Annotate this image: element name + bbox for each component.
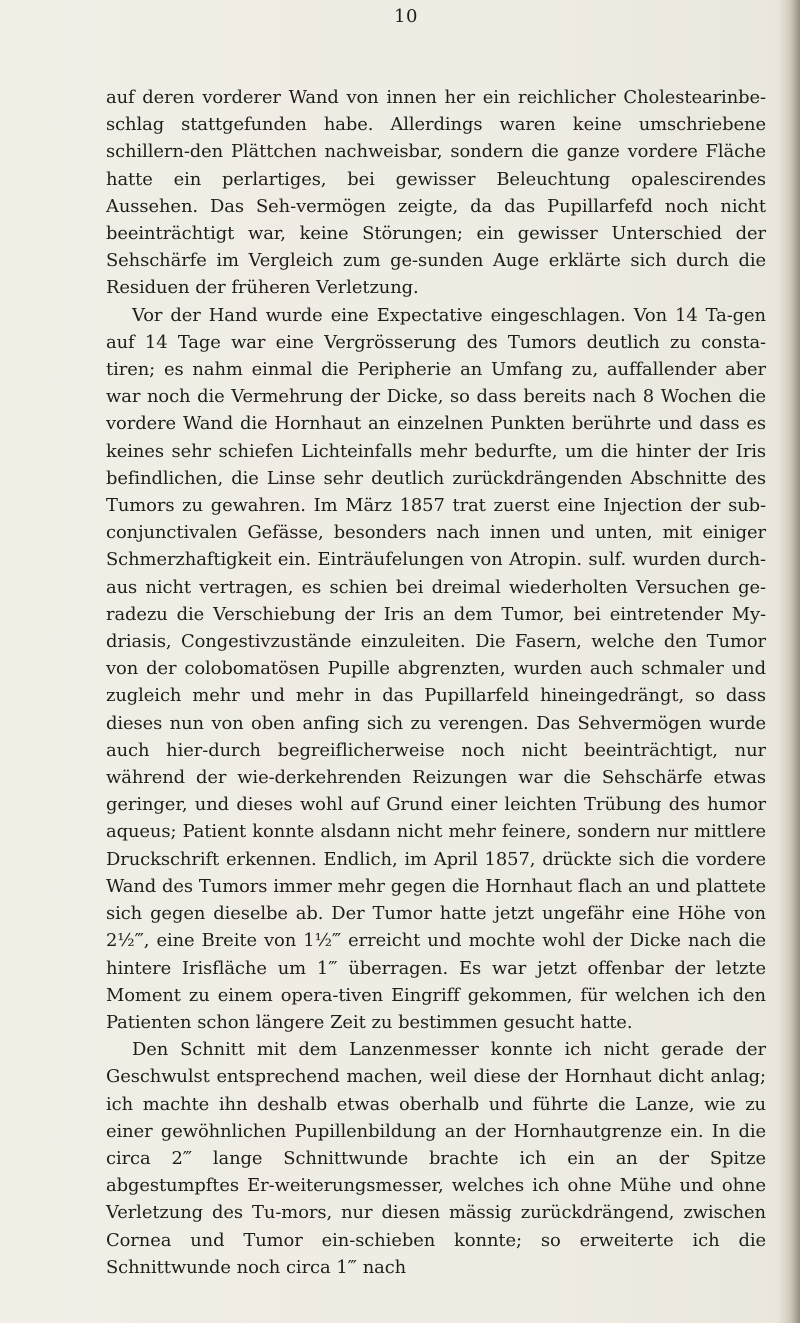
page-edge-shadow xyxy=(778,0,800,1323)
paragraph-1: auf deren vorderer Wand von innen her ein reichlicher Cholestearinbe-schlag stattgefunden habe. Allerdings waren keine umschriebene schillern-den Plättchen nachweisbar, sondern die ganze vordere Fläche hatte ein perlartiges, bei gewisser Beleuchtung opalescirendes Aussehen. Das Seh-vermögen zeigte, da das Pupillarfefd noch nicht beeinträchtigt war, keine Störungen; ein gewisser Unterschied der Sehschärfe im Vergleich zum ge-sunden Auge erklärte sich durch die Residuen der früheren Verletzung. xyxy=(106,87,766,299)
paragraph-2: Vor der Hand wurde eine Expectative eingeschlagen. Von 14 Ta-gen auf 14 Tage war eine Vergrösserung des Tumors deutlich zu consta-tiren; es nahm einmal die Peripherie an Umfang zu, auffallender aber war noch die Vermehrung der Dicke, so dass bereits nach 8 Wochen die vordere Wand die Hornhaut an einzelnen Punkten berührte und dass es keines sehr schiefen Lichteinfalls mehr bedurfte, um die hinter der Iris befindlichen, die Linse sehr deutlich zurückdrängenden Abschnitte des Tumors zu gewahren. Im März 1857 trat zuerst eine Injection der sub-conjunctivalen Gefässe, besonders nach innen und unten, mit einiger Schmerzhaftigkeit ein. Einträufelungen von Atropin. sulf. wurden durch-aus nicht vertragen, es schien bei dreimal wiederholten Versuchen ge-radezu die Verschiebung der Iris an dem Tumor, bei eintretender My-driasis, Congestivzustände einzuleiten. Die Fasern, welche den Tumor von der colobomatösen Pupille abgrenzten, wurden auch schmaler und zugleich mehr und mehr in das Pupillarfeld hineingedrängt, so dass dieses nun von oben anfing sich zu verengen. Das Sehvermögen wurde auch hier-durch begreiflicherweise noch nicht beeinträchtigt, nur während der wie-derkehrenden Reizungen war die Sehschärfe etwas geringer, und dieses wohl auf Grund einer leichten Trübung des humor aqueus; Patient konnte alsdann nicht mehr feinere, sondern nur mittlere Druckschrift erkennen. Endlich, im April 1857, drückte sich die vordere Wand des Tumors immer mehr gegen die Hornhaut flach an und plattete sich gegen dieselbe ab. Der Tumor hatte jetzt ungefähr eine Höhe von 2½‴, eine Breite von 1½‴ erreicht und mochte wohl der Dicke nach die hintere Irisfläche um 1‴ überragen. Es war jetzt offenbar der letzte Moment zu einem opera-tiven Eingriff gekommen, für welchen ich den Patienten schon längere Zeit zu bestimmen gesucht hatte. xyxy=(106,304,766,1033)
paragraph-3: Den Schnitt mit dem Lanzenmesser konnte ich nicht gerade der Geschwulst entsprechend machen, weil diese der Hornhaut dicht anlag; ich machte ihn deshalb etwas oberhalb und führte die Lanze, wie zu einer gewöhnlichen Pupillenbildung an der Hornhautgrenze ein. In die circa 2‴ lange Schnittwunde brachte ich ein an der Spitze abgestumpftes Er-weiterungsmesser, welches ich ohne Mühe und ohne Verletzung des Tu-mors, nur diesen mässig zurückdrängend, zwischen Cornea und Tumor ein-schieben konnte; so erweiterte ich die Schnittwunde noch circa 1‴ nach xyxy=(106,1039,766,1278)
body-text xyxy=(106,84,766,1281)
page-number: 10 xyxy=(394,6,418,27)
